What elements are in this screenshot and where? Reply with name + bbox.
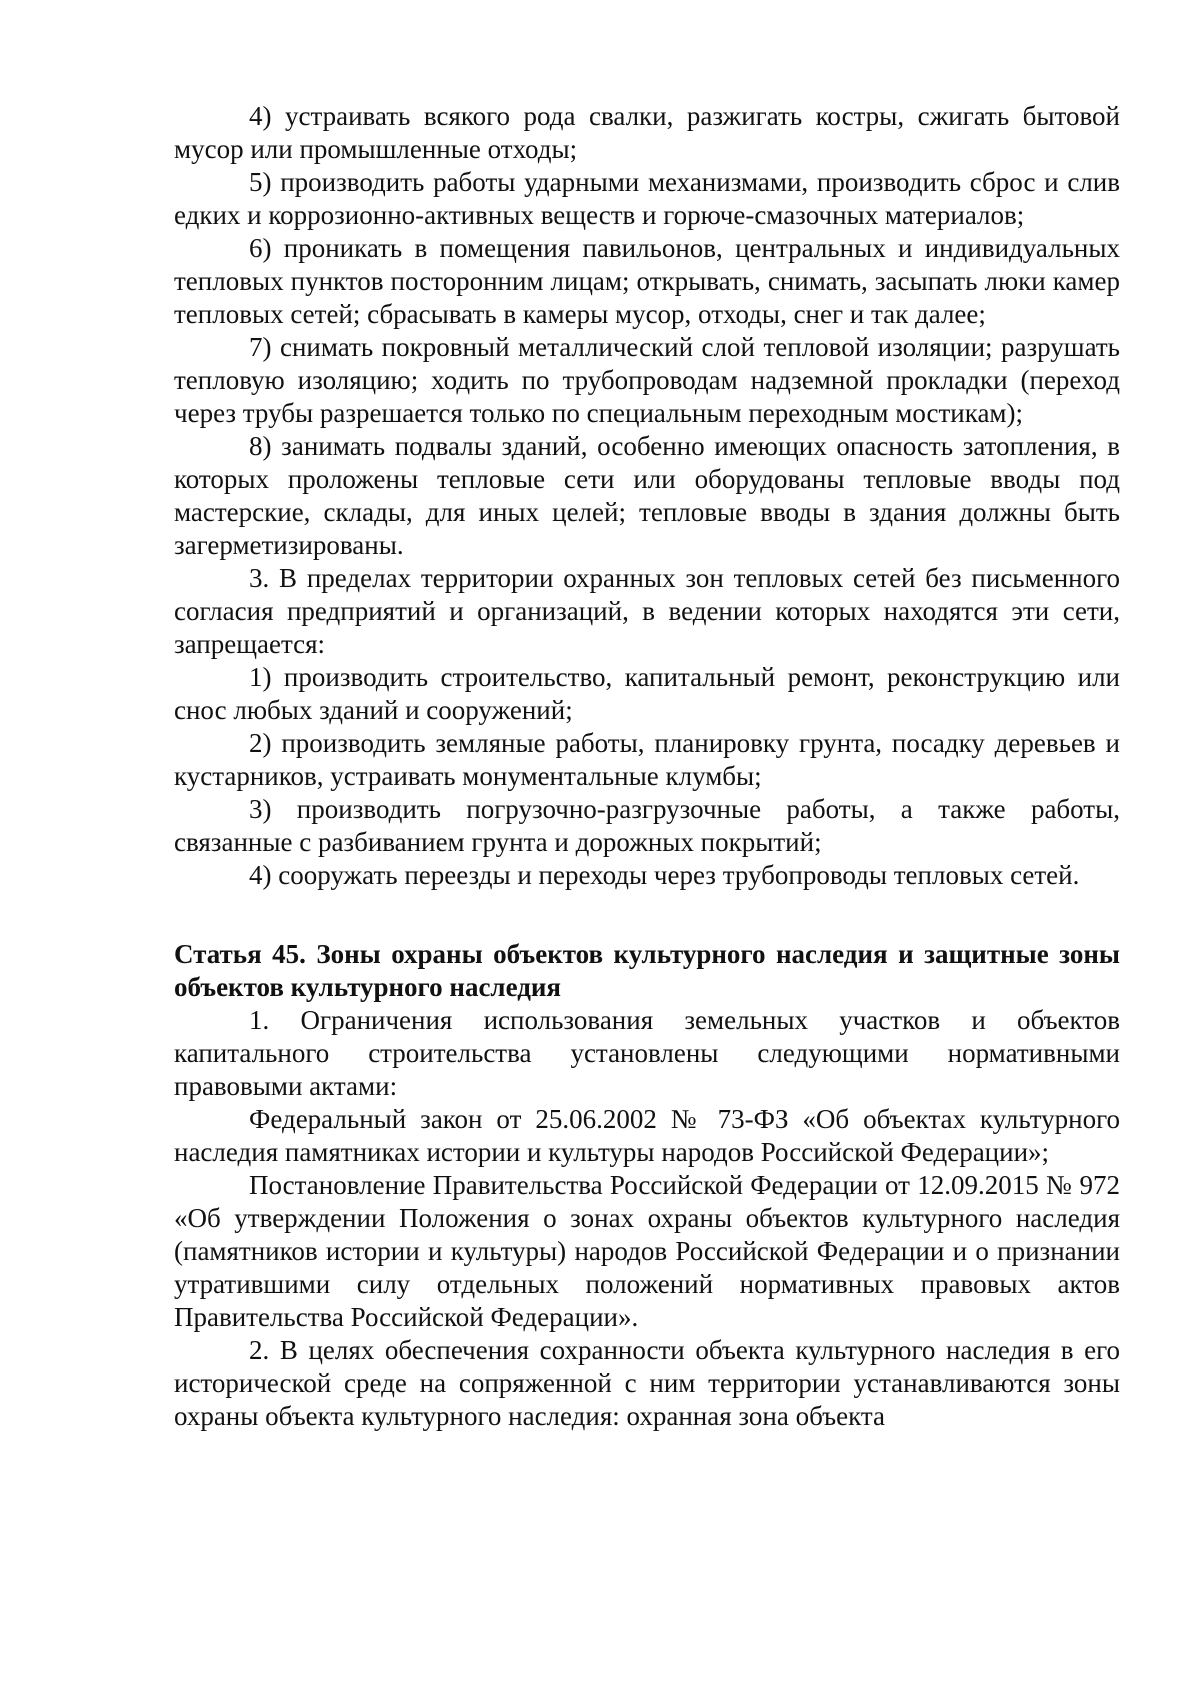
paragraph-federal-law: Федеральный закон от 25.06.2002 № 73-ФЗ «Об объектах культурного наследия памятниках истории и культуры народов Российской Федерации»; [174, 1104, 1120, 1167]
paragraph-government-decree: Постановление Правительства Российской Федерации от 12.09.2015 № 972 «Об утверждении Положения о зонах охраны объектов культурного наследия (памятников истории и культуры) народов Российской Федерации и о признании утратившими силу отдельных положений нормативных правовых актов Правительства Российской Федерации». [174, 1170, 1120, 1332]
paragraph-restriction-2: 2) производить земляные работы, планировку грунта, посадку деревьев и кустарников, устраивать монументальные клумбы; [174, 728, 1120, 791]
paragraph-prohibition-8: 8) занимать подвалы зданий, особенно имеющих опасность затопления, в которых проложены тепловые сети или оборудованы тепловые вводы под мастерские, склады, для иных целей; тепловые вводы в здания должны быть загерметизированы. [174, 431, 1120, 560]
paragraph-prohibition-5: 5) производить работы ударными механизмами, производить сброс и слив едких и коррозионно-активных веществ и горюче-смазочных материалов; [174, 167, 1120, 230]
paragraph-section-3: 3. В пределах территории охранных зон тепловых сетей без письменного согласия предприятий и организаций, в ведении которых находятся эти сети, запрещается: [174, 563, 1120, 659]
paragraph-restriction-3: 3) производить погрузочно-разгрузочные работы, а также работы, связанные с разбиванием грунта и дорожных покрытий; [174, 794, 1120, 857]
paragraph-restriction-1: 1) производить строительство, капитальный ремонт, реконструкцию или снос любых зданий и сооружений; [174, 662, 1120, 725]
paragraph-prohibition-7: 7) снимать покровный металлический слой тепловой изоляции; разрушать тепловую изоляцию; ходить по трубопроводам надземной прокладки (переход через трубы разрешается только по специальным переходным мостикам); [174, 332, 1120, 428]
paragraph-prohibition-6: 6) проникать в помещения павильонов, центральных и индивидуальных тепловых пунктов посторонним лицам; открывать, снимать, засыпать люки камер тепловых сетей; сбрасывать в камеры мусор, отходы, снег и так далее; [174, 233, 1120, 329]
paragraph-article-2: 2. В целях обеспечения сохранности объекта культурного наследия в его исторической среде на сопряженной с ним территории устанавливаются зоны охраны объекта культурного наследия: охранная зона объекта [174, 1335, 1120, 1431]
paragraph-article-1: 1. Ограничения использования земельных участков и объектов капитального строительства установлены следующими нормативными правовыми актами: [174, 1005, 1120, 1101]
article-heading: Статья 45. Зоны охраны объектов культурного наследия и защитные зоны объектов культурного наследия [174, 939, 1120, 1002]
paragraph-restriction-4: 4) сооружать переезды и переходы через трубопроводы тепловых сетей. [249, 860, 1080, 890]
paragraph-prohibition-4: 4) устраивать всякого рода свалки, разжигать костры, сжигать бытовой мусор или промышленные отходы; [174, 101, 1120, 164]
document-page [174, 100, 1120, 1433]
